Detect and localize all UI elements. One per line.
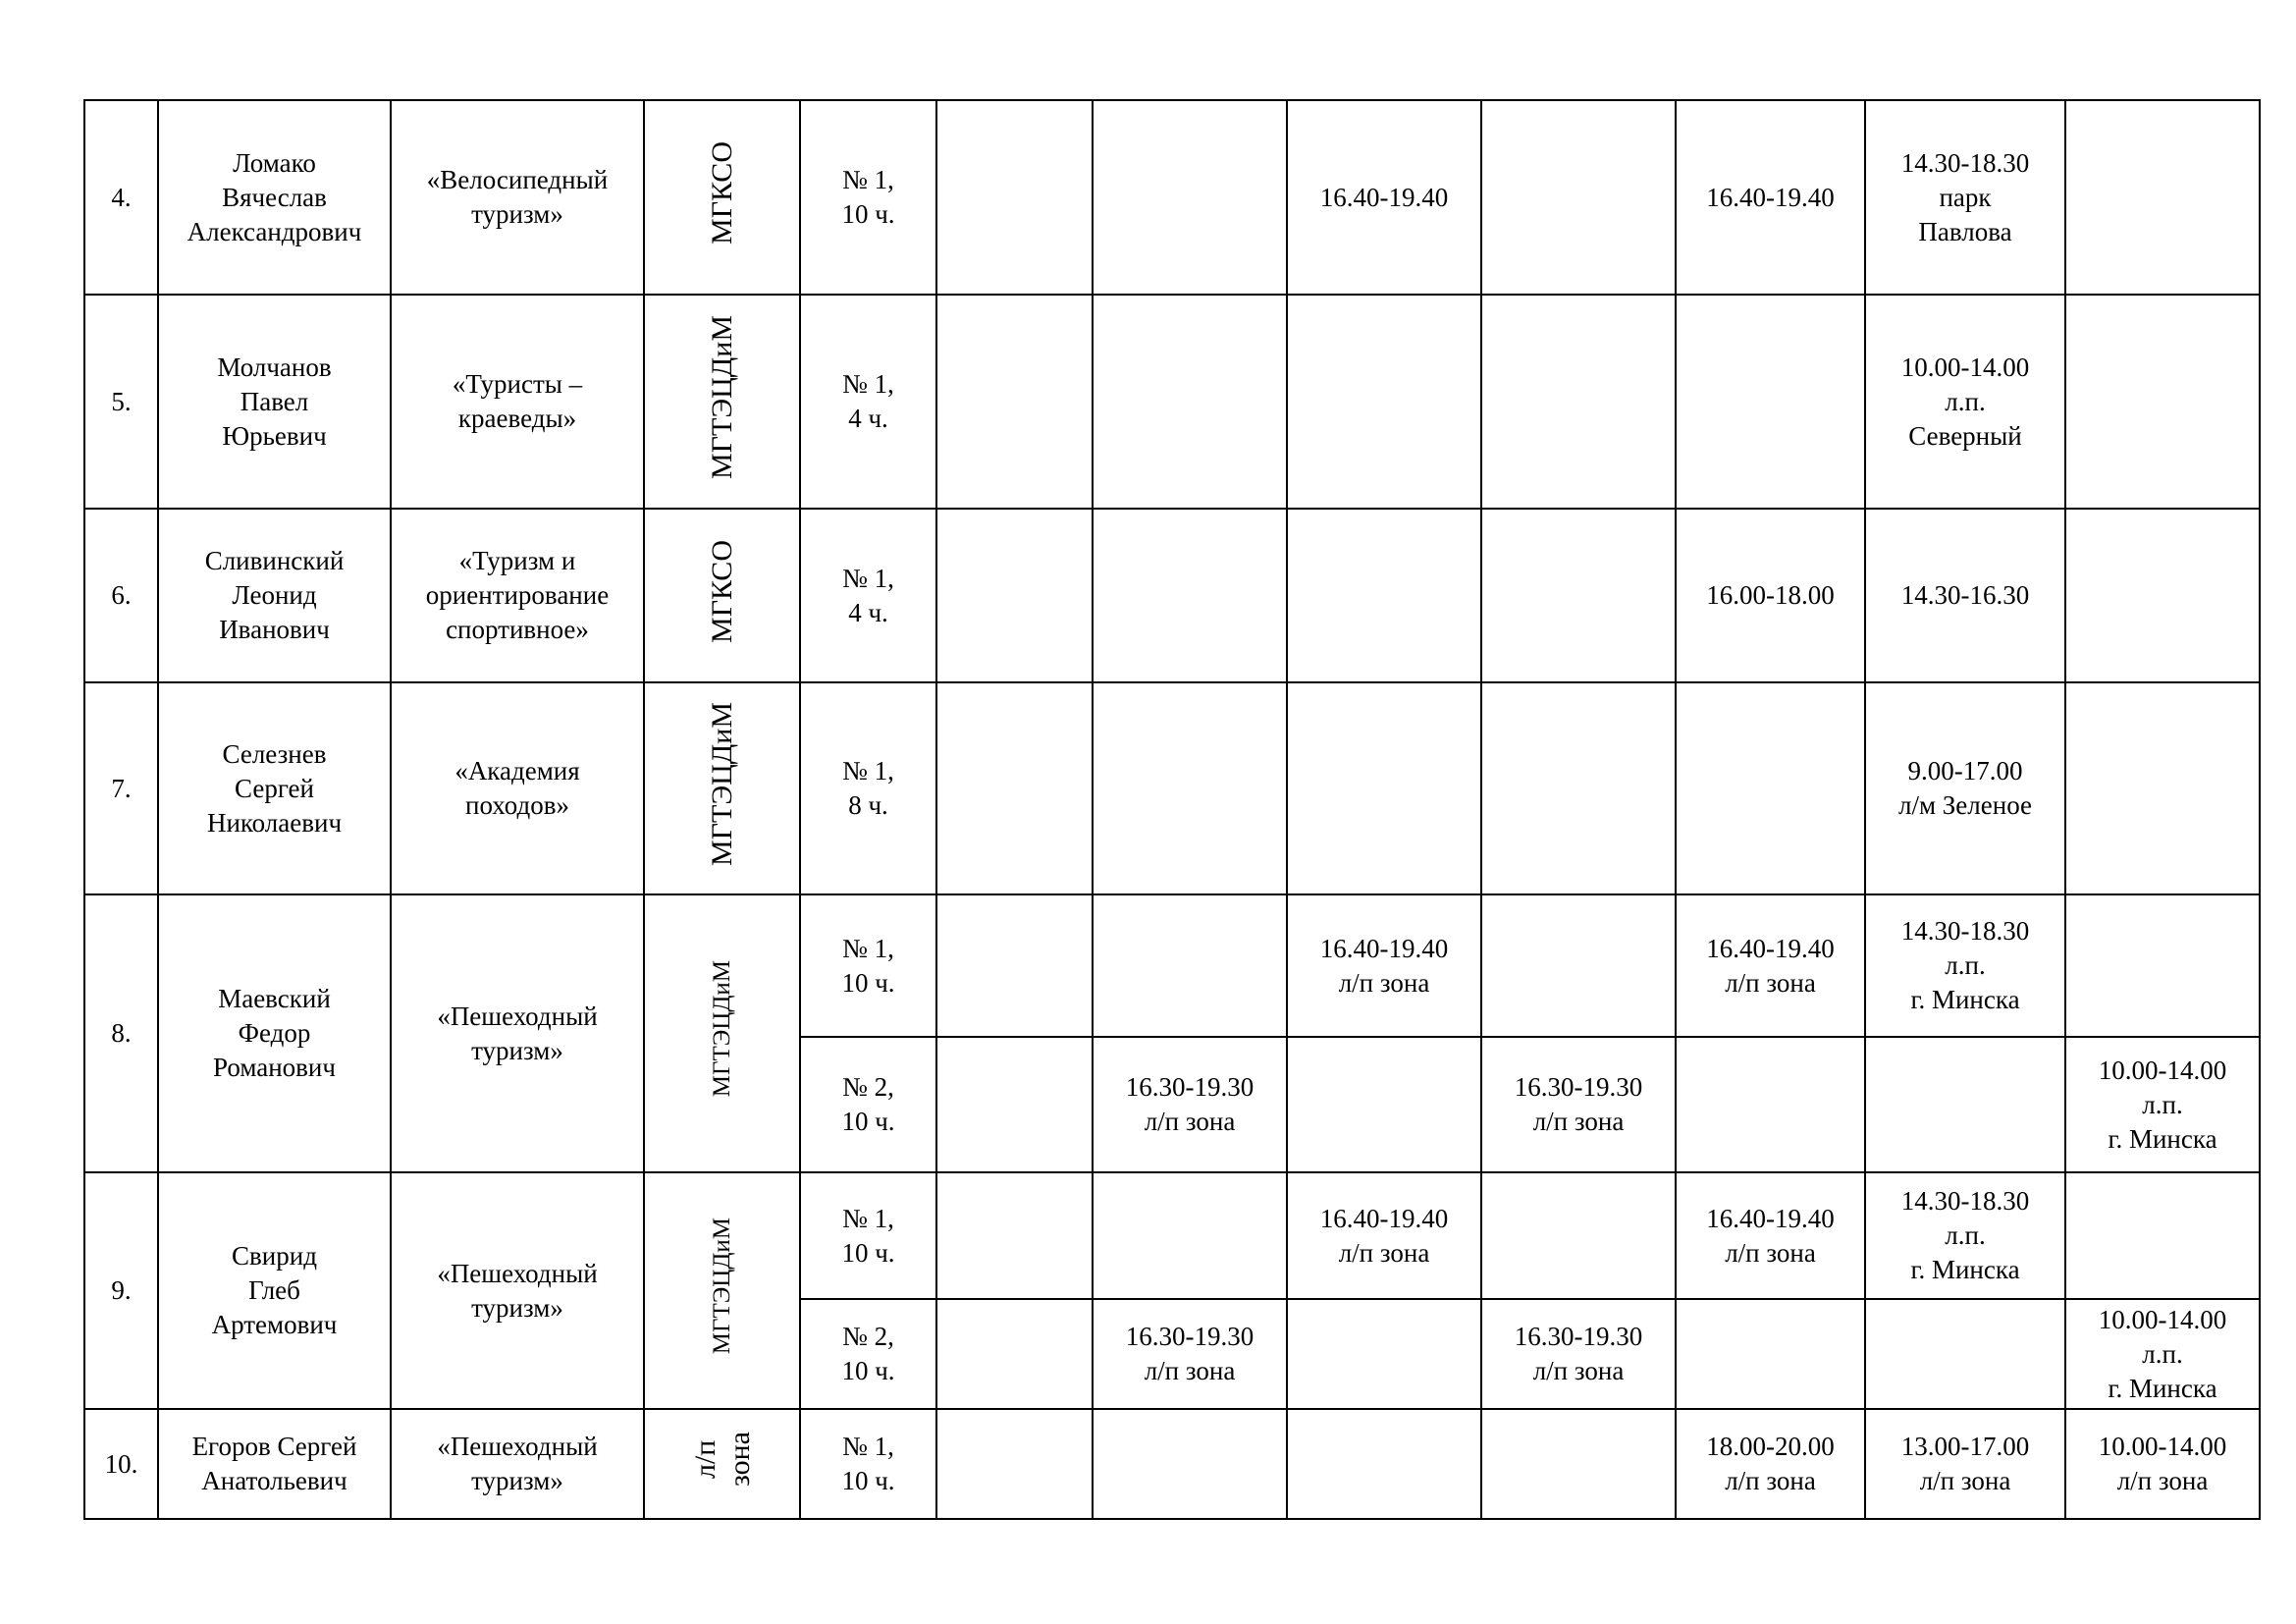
program-cell: «Туризм и ориентирование спортивное» xyxy=(391,509,644,682)
schedule-sun-cell xyxy=(2065,295,2260,509)
row-number-cell: 8. xyxy=(84,894,158,1172)
schedule-wed-cell: 16.40-19.40 xyxy=(1287,100,1481,295)
schedule-fri-cell xyxy=(1676,1299,1865,1409)
schedule-fri-cell xyxy=(1676,682,1865,894)
place-cell xyxy=(644,894,800,1172)
table-row xyxy=(84,1172,2260,1299)
schedule-sat-cell: 14.30-18.30 л.п. г. Минска xyxy=(1865,894,2065,1037)
schedule-mon-cell xyxy=(936,1299,1093,1409)
schedule-tue-cell xyxy=(1093,894,1287,1037)
teacher-name-cell: Селезнев Сергей Николаевич xyxy=(158,682,391,894)
place-cell xyxy=(644,509,800,682)
program-cell: «Туристы – краеведы» xyxy=(391,295,644,509)
schedule-mon-cell xyxy=(936,682,1093,894)
schedule-thu-cell xyxy=(1481,100,1676,295)
program-cell: «Пешеходный туризм» xyxy=(391,894,644,1172)
place-cell-text: МГТЭЦДиМ xyxy=(709,960,735,1098)
schedule-sun-cell xyxy=(2065,682,2260,894)
teacher-name-cell: Маевский Федор Романович xyxy=(158,894,391,1172)
row-number-cell: 10. xyxy=(84,1409,158,1519)
schedule-thu-cell xyxy=(1481,894,1676,1037)
schedule-wed-cell xyxy=(1287,1409,1481,1519)
table-row xyxy=(84,509,2260,682)
schedule-thu-cell: 16.30-19.30 л/п зона xyxy=(1481,1037,1676,1172)
schedule-wed-cell xyxy=(1287,509,1481,682)
schedule-sat-cell: 14.30-16.30 xyxy=(1865,509,2065,682)
schedule-mon-cell xyxy=(936,1172,1093,1299)
program-cell: «Пешеходный туризм» xyxy=(391,1409,644,1519)
schedule-mon-cell xyxy=(936,894,1093,1037)
schedule-sun-cell xyxy=(2065,100,2260,295)
schedule-fri-cell: 16.40-19.40 л/п зона xyxy=(1676,894,1865,1037)
schedule-table xyxy=(83,99,2261,1520)
teacher-name-cell: Сливинский Леонид Иванович xyxy=(158,509,391,682)
table-row xyxy=(84,894,2260,1037)
group-cell: № 2, 10 ч. xyxy=(800,1299,936,1409)
schedule-sun-cell: 10.00-14.00 л.п. г. Минска xyxy=(2065,1299,2260,1409)
place-cell-text: МГТЭЦДиМ xyxy=(706,701,738,866)
schedule-sat-cell: 13.00-17.00 л/п зона xyxy=(1865,1409,2065,1519)
schedule-tue-cell xyxy=(1093,509,1287,682)
schedule-fri-cell: 18.00-20.00 л/п зона xyxy=(1676,1409,1865,1519)
place-cell xyxy=(644,1172,800,1409)
schedule-fri-cell: 16.00-18.00 xyxy=(1676,509,1865,682)
row-number-cell: 4. xyxy=(84,100,158,295)
place-cell-text: л/п зона xyxy=(688,1432,756,1488)
schedule-mon-cell xyxy=(936,100,1093,295)
place-cell xyxy=(644,295,800,509)
schedule-tue-cell xyxy=(1093,1409,1287,1519)
program-cell: «Академия походов» xyxy=(391,682,644,894)
schedule-wed-cell xyxy=(1287,1299,1481,1409)
teacher-name-cell: Егоров Сергей Анатольевич xyxy=(158,1409,391,1519)
schedule-sat-cell: 14.30-18.30 л.п. г. Минска xyxy=(1865,1172,2065,1299)
schedule-thu-cell xyxy=(1481,295,1676,509)
schedule-sat-cell xyxy=(1865,1299,2065,1409)
schedule-mon-cell xyxy=(936,295,1093,509)
schedule-wed-cell: 16.40-19.40 л/п зона xyxy=(1287,1172,1481,1299)
schedule-wed-cell: 16.40-19.40 л/п зона xyxy=(1287,894,1481,1037)
schedule-body xyxy=(84,100,2260,1519)
schedule-thu-cell xyxy=(1481,682,1676,894)
group-cell: № 1, 10 ч. xyxy=(800,1172,936,1299)
place-cell xyxy=(644,1409,800,1519)
schedule-fri-cell: 16.40-19.40 л/п зона xyxy=(1676,1172,1865,1299)
group-cell: № 1, 4 ч. xyxy=(800,295,936,509)
schedule-wed-cell xyxy=(1287,1037,1481,1172)
schedule-thu-cell: 16.30-19.30 л/п зона xyxy=(1481,1299,1676,1409)
schedule-tue-cell: 16.30-19.30 л/п зона xyxy=(1093,1037,1287,1172)
schedule-sat-cell: 14.30-18.30 парк Павлова xyxy=(1865,100,2065,295)
teacher-name-cell: Молчанов Павел Юрьевич xyxy=(158,295,391,509)
place-cell xyxy=(644,682,800,894)
teacher-name-cell: Свирид Глеб Артемович xyxy=(158,1172,391,1409)
program-cell: «Пешеходный туризм» xyxy=(391,1172,644,1409)
table-row xyxy=(84,682,2260,894)
schedule-sun-cell xyxy=(2065,509,2260,682)
schedule-mon-cell xyxy=(936,1409,1093,1519)
group-cell: № 2, 10 ч. xyxy=(800,1037,936,1172)
table-row xyxy=(84,295,2260,509)
row-number-cell: 7. xyxy=(84,682,158,894)
schedule-fri-cell: 16.40-19.40 xyxy=(1676,100,1865,295)
schedule-tue-cell xyxy=(1093,295,1287,509)
row-number-cell: 5. xyxy=(84,295,158,509)
place-cell-text: МГКСО xyxy=(706,141,738,244)
teacher-name-cell: Ломако Вячеслав Александрович xyxy=(158,100,391,295)
schedule-fri-cell xyxy=(1676,295,1865,509)
schedule-tue-cell xyxy=(1093,682,1287,894)
table-row xyxy=(84,1409,2260,1519)
group-cell: № 1, 10 ч. xyxy=(800,894,936,1037)
place-cell-text: МГТЭЦДиМ xyxy=(706,314,738,479)
schedule-sun-cell xyxy=(2065,894,2260,1037)
schedule-wed-cell xyxy=(1287,682,1481,894)
schedule-sun-cell xyxy=(2065,1172,2260,1299)
schedule-mon-cell xyxy=(936,509,1093,682)
schedule-tue-cell xyxy=(1093,100,1287,295)
schedule-tue-cell: 16.30-19.30 л/п зона xyxy=(1093,1299,1287,1409)
schedule-sun-cell: 10.00-14.00 л/п зона xyxy=(2065,1409,2260,1519)
schedule-sat-cell: 10.00-14.00 л.п. Северный xyxy=(1865,295,2065,509)
group-cell: № 1, 4 ч. xyxy=(800,509,936,682)
schedule-sun-cell: 10.00-14.00 л.п. г. Минска xyxy=(2065,1037,2260,1172)
schedule-sat-cell xyxy=(1865,1037,2065,1172)
group-cell: № 1, 8 ч. xyxy=(800,682,936,894)
schedule-sat-cell: 9.00-17.00 л/м Зеленое xyxy=(1865,682,2065,894)
schedule-thu-cell xyxy=(1481,1172,1676,1299)
row-number-cell: 9. xyxy=(84,1172,158,1409)
schedule-mon-cell xyxy=(936,1037,1093,1172)
group-cell: № 1, 10 ч. xyxy=(800,100,936,295)
program-cell: «Велосипедный туризм» xyxy=(391,100,644,295)
table-row xyxy=(84,100,2260,295)
group-cell: № 1, 10 ч. xyxy=(800,1409,936,1519)
place-cell-text: МГТЭЦДиМ xyxy=(709,1218,735,1355)
place-cell-text: МГКСО xyxy=(706,539,738,643)
row-number-cell: 6. xyxy=(84,509,158,682)
place-cell xyxy=(644,100,800,295)
schedule-thu-cell xyxy=(1481,509,1676,682)
schedule-thu-cell xyxy=(1481,1409,1676,1519)
schedule-tue-cell xyxy=(1093,1172,1287,1299)
schedule-wed-cell xyxy=(1287,295,1481,509)
schedule-fri-cell xyxy=(1676,1037,1865,1172)
